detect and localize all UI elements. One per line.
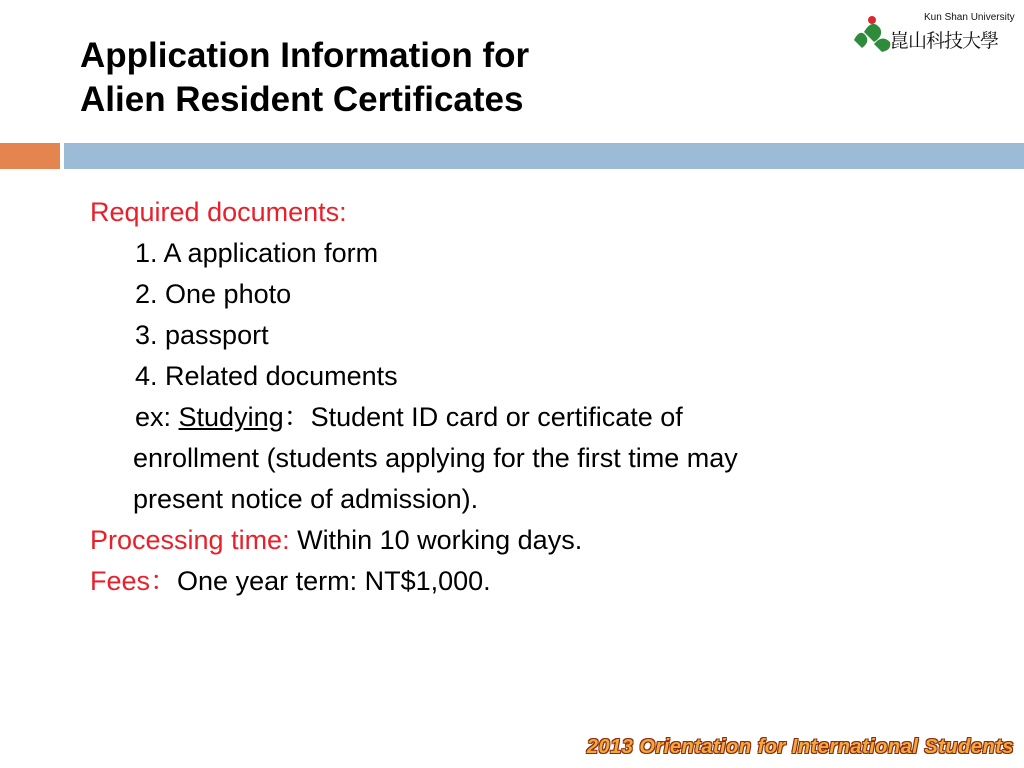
processing-time-value: Within 10 working days. — [289, 525, 583, 555]
university-name-chinese: 崑山科技大學 — [890, 30, 999, 52]
example-keyword: Studying — [178, 402, 284, 432]
university-logo — [850, 8, 1022, 58]
fees-line — [90, 561, 990, 602]
processing-time-line — [90, 520, 990, 561]
list-item: 4. Related documents — [135, 361, 398, 391]
university-emblem-icon — [850, 10, 894, 56]
processing-time-label: Processing time: — [90, 525, 290, 555]
header-accent-bar-orange — [0, 143, 60, 169]
slide-title — [80, 34, 529, 122]
slide-title-line1: Application Information for — [80, 36, 530, 75]
list-item: 3. passport — [135, 320, 269, 350]
example-text: ：Student ID card or certificate of — [283, 402, 683, 432]
list-item: 1. A application form — [135, 238, 379, 268]
required-documents-label: Required documents: — [90, 197, 347, 227]
fees-value: One year term: NT$1,000. — [177, 566, 491, 596]
example-continuation: enrollment (students applying for the first time may — [133, 443, 738, 473]
header-accent-bar-blue — [64, 143, 1024, 169]
example-line — [90, 397, 990, 438]
footer-banner: 2013 Orientation for International Students — [586, 736, 1014, 758]
list-item: 2. One photo — [135, 279, 292, 309]
slide-body — [90, 192, 990, 602]
example-prefix: ex: — [135, 402, 179, 432]
example-continuation: present notice of admission). — [133, 484, 479, 514]
fees-label: Fees： — [90, 566, 178, 596]
university-name-english: Kun Shan University — [924, 12, 1015, 23]
slide-title-line2: Alien Resident Certificates — [80, 80, 524, 119]
